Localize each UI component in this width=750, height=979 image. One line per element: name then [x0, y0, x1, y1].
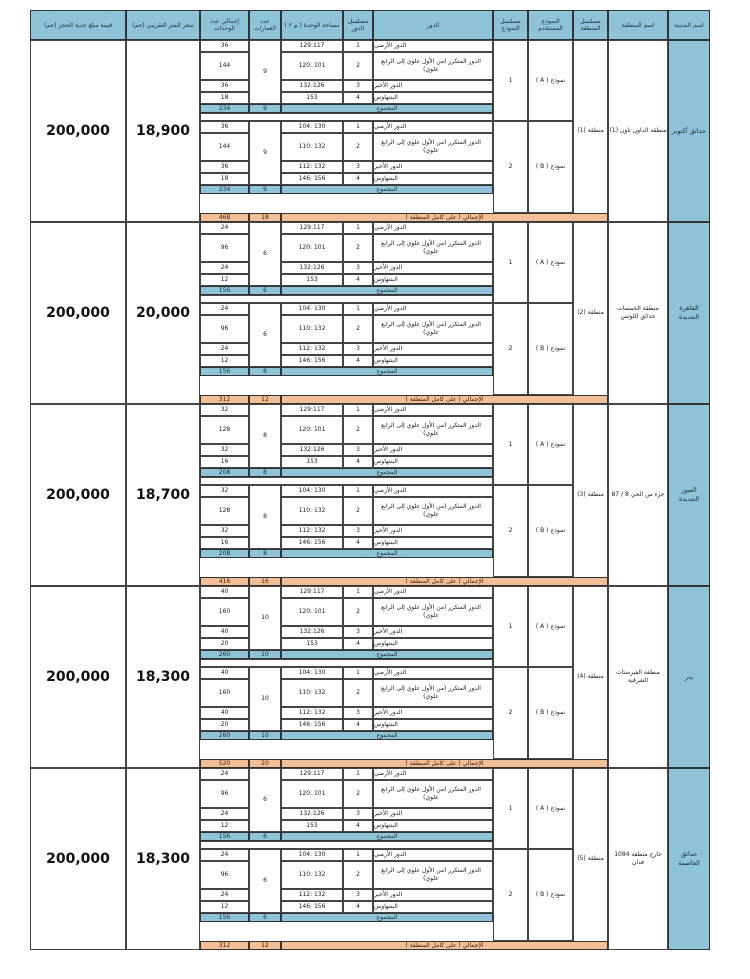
- floor-name: الدور المتكرر (من الأول علوي إلى الرابع علوي): [373, 315, 493, 343]
- subtotal-label: المجموع: [281, 549, 493, 558]
- floor-seq: 4: [343, 820, 373, 832]
- floor-area: 101 :120: [281, 780, 343, 808]
- model-name: نموذج ( A ): [528, 222, 573, 303]
- floor-name: الدور الأرضي: [373, 404, 493, 416]
- floor-units: 144: [200, 133, 249, 161]
- model-gap: [200, 659, 493, 667]
- floor-seq: 4: [343, 355, 373, 367]
- floor-seq: 2: [343, 133, 373, 161]
- floor-name: البنتهاوس: [373, 638, 493, 650]
- subtotal-units: 156: [200, 913, 249, 922]
- floor-area: 156 :146: [281, 355, 343, 367]
- subtotal-label: المجموع: [281, 650, 493, 659]
- floor-seq: 1: [343, 485, 373, 497]
- floor-units: 24: [200, 303, 249, 315]
- header-model-used: النموذج المستخدم: [528, 10, 573, 40]
- floor-area: 132:126: [281, 262, 343, 274]
- deposit-amount: 200,000: [30, 586, 126, 768]
- floor-seq: 3: [343, 161, 373, 173]
- model-buildings: 6: [249, 849, 281, 913]
- model-buildings: 10: [249, 586, 281, 650]
- floor-units: 96: [200, 315, 249, 343]
- header-floor: الدور: [373, 10, 493, 40]
- subtotal-buildings: 6: [249, 913, 281, 922]
- region-total-buildings: 20: [249, 759, 281, 768]
- floor-units: 40: [200, 707, 249, 719]
- floor-units: 40: [200, 667, 249, 679]
- floor-name: الدور الأخير: [373, 626, 493, 638]
- floor-seq: 3: [343, 889, 373, 901]
- floor-name: الدور الأرضي: [373, 768, 493, 780]
- floor-area: 129:117: [281, 586, 343, 598]
- floor-name: الدور الأخير: [373, 444, 493, 456]
- floor-units: 32: [200, 404, 249, 416]
- floor-area: 156 :146: [281, 173, 343, 185]
- floor-area: 129:117: [281, 222, 343, 234]
- floor-name: الدور الأخير: [373, 889, 493, 901]
- floor-units: 96: [200, 234, 249, 262]
- model-buildings: 6: [249, 222, 281, 286]
- floor-area: 132 :110: [281, 679, 343, 707]
- floor-units: 32: [200, 485, 249, 497]
- region-total-buildings: 18: [249, 213, 281, 222]
- model-seq: 1: [493, 40, 528, 121]
- model-name: نموذج ( A ): [528, 404, 573, 485]
- floor-name: البنتهاوس: [373, 355, 493, 367]
- floor-seq: 4: [343, 901, 373, 913]
- floor-name: الدور الأخير: [373, 262, 493, 274]
- subtotal-buildings: 6: [249, 832, 281, 841]
- city-name: حدائق أكتوبر: [668, 40, 710, 222]
- model-name: نموذج ( A ): [528, 40, 573, 121]
- floor-name: الدور الأرضي: [373, 222, 493, 234]
- subtotal-units: 156: [200, 832, 249, 841]
- floor-name: البنتهاوس: [373, 274, 493, 286]
- floor-units: 18: [200, 173, 249, 185]
- floor-area: 101 :120: [281, 52, 343, 80]
- region-seq: منطقة (1): [573, 40, 608, 222]
- floor-name: الدور المتكرر (من الأول علوي إلى الرابع علوي): [373, 497, 493, 525]
- floor-name: الدور الأخير: [373, 707, 493, 719]
- floor-seq: 3: [343, 444, 373, 456]
- floor-area: 132 :112: [281, 161, 343, 173]
- floor-area: 156 :146: [281, 537, 343, 549]
- model-seq: 2: [493, 667, 528, 759]
- floor-area: 129:117: [281, 40, 343, 52]
- floor-area: 130 :104: [281, 667, 343, 679]
- floor-name: البنتهاوس: [373, 901, 493, 913]
- floor-area: 153: [281, 92, 343, 104]
- floor-seq: 3: [343, 343, 373, 355]
- floor-units: 144: [200, 52, 249, 80]
- region-total-label: الإجمالي ( على كامل المنطقة ): [281, 941, 608, 950]
- model-buildings: 8: [249, 485, 281, 549]
- floor-name: الدور المتكرر (من الأول علوي إلى الرابع علوي): [373, 861, 493, 889]
- floor-name: الدور الأخير: [373, 161, 493, 173]
- floor-units: 32: [200, 525, 249, 537]
- subtotal-label: المجموع: [281, 367, 493, 376]
- floor-name: الدور المتكرر (من الأول علوي إلى الرابع علوي): [373, 52, 493, 80]
- region-seq: منطقة (4): [573, 586, 608, 768]
- deposit-amount: 200,000: [30, 768, 126, 950]
- meter-price: 18,700: [126, 404, 200, 586]
- floor-name: الدور الأرضي: [373, 121, 493, 133]
- floor-area: 129:117: [281, 768, 343, 780]
- booking-table: [30, 10, 710, 950]
- subtotal-label: المجموع: [281, 913, 493, 922]
- floor-units: 96: [200, 780, 249, 808]
- city-name: حدائق العاصمة: [668, 768, 710, 950]
- floor-name: الدور الأرضي: [373, 303, 493, 315]
- model-name: نموذج ( A ): [528, 768, 573, 849]
- subtotal-buildings: 9: [249, 104, 281, 113]
- floor-seq: 3: [343, 808, 373, 820]
- region-name: منطقة الداون تاون (1): [608, 40, 668, 222]
- city-name: بدر: [668, 586, 710, 768]
- region-total-label: الإجمالي ( على كامل المنطقة ): [281, 213, 608, 222]
- floor-area: 132 :112: [281, 707, 343, 719]
- floor-units: 12: [200, 820, 249, 832]
- floor-area: 132 :110: [281, 861, 343, 889]
- header-units-count: إجمالي عدد الوحدات: [200, 10, 249, 40]
- region-name: منطقة الخمسات حدائق اللوتس: [608, 222, 668, 404]
- floor-seq: 2: [343, 234, 373, 262]
- floor-seq: 4: [343, 638, 373, 650]
- header-buildings-count: عدد العمارات: [249, 10, 281, 40]
- floor-area: 156 :146: [281, 719, 343, 731]
- floor-units: 128: [200, 416, 249, 444]
- region-total-units: 312: [200, 395, 249, 404]
- model-buildings: 10: [249, 667, 281, 731]
- floor-seq: 4: [343, 719, 373, 731]
- floor-name: الدور الأرضي: [373, 485, 493, 497]
- floor-name: الدور الأرضي: [373, 667, 493, 679]
- floor-area: 153: [281, 820, 343, 832]
- floor-units: 12: [200, 901, 249, 913]
- floor-area: 132 :112: [281, 889, 343, 901]
- floor-area: 101 :120: [281, 416, 343, 444]
- model-name: نموذج ( B ): [528, 485, 573, 577]
- floor-units: 40: [200, 626, 249, 638]
- model-seq: 1: [493, 586, 528, 667]
- floor-name: البنتهاوس: [373, 719, 493, 731]
- floor-units: 18: [200, 92, 249, 104]
- model-gap: [200, 113, 493, 121]
- floor-units: 32: [200, 444, 249, 456]
- floor-area: 129:117: [281, 404, 343, 416]
- floor-units: 24: [200, 262, 249, 274]
- region-total-buildings: 16: [249, 577, 281, 586]
- floor-name: الدور المتكرر (من الأول علوي إلى الرابع علوي): [373, 679, 493, 707]
- region-name: منطقة الفيرستات الشرقية: [608, 586, 668, 768]
- city-name: القاهرة الجديدة: [668, 222, 710, 404]
- floor-seq: 2: [343, 598, 373, 626]
- floor-units: 24: [200, 768, 249, 780]
- subtotal-label: المجموع: [281, 832, 493, 841]
- region-total-buildings: 12: [249, 395, 281, 404]
- floor-area: 153: [281, 274, 343, 286]
- subtotal-buildings: 10: [249, 731, 281, 740]
- floor-seq: 1: [343, 404, 373, 416]
- model-name: نموذج ( B ): [528, 121, 573, 213]
- header-region-seq: مسلسل المنطقة: [573, 10, 608, 40]
- header-floor-seq: مسلسل الدور: [343, 10, 373, 40]
- floor-seq: 3: [343, 525, 373, 537]
- model-gap: [200, 295, 493, 303]
- model-name: نموذج ( B ): [528, 667, 573, 759]
- model-name: نموذج ( A ): [528, 586, 573, 667]
- subtotal-buildings: 8: [249, 549, 281, 558]
- floor-units: 36: [200, 40, 249, 52]
- floor-name: الدور المتكرر (من الأول علوي إلى الرابع علوي): [373, 416, 493, 444]
- floor-area: 101 :120: [281, 598, 343, 626]
- floor-units: 24: [200, 889, 249, 901]
- region-seq: منطقة (2): [573, 222, 608, 404]
- floor-area: 130 :104: [281, 121, 343, 133]
- subtotal-buildings: 9: [249, 185, 281, 194]
- floor-units: 20: [200, 638, 249, 650]
- floor-name: الدور المتكرر (من الأول علوي إلى الرابع علوي): [373, 133, 493, 161]
- subtotal-units: 156: [200, 367, 249, 376]
- floor-units: 24: [200, 849, 249, 861]
- floor-name: الدور الأرضي: [373, 586, 493, 598]
- model-seq: 1: [493, 768, 528, 849]
- floor-area: 132 :110: [281, 315, 343, 343]
- subtotal-units: 208: [200, 549, 249, 558]
- floor-units: 12: [200, 355, 249, 367]
- floor-name: الدور المتكرر (من الأول علوي إلى الرابع علوي): [373, 598, 493, 626]
- floor-name: البنتهاوس: [373, 92, 493, 104]
- subtotal-units: 208: [200, 468, 249, 477]
- floor-name: الدور الأخير: [373, 525, 493, 537]
- subtotal-label: المجموع: [281, 185, 493, 194]
- header-region: اسم المنطقة: [608, 10, 668, 40]
- floor-area: 132:126: [281, 626, 343, 638]
- region-total-label: الإجمالي ( على كامل المنطقة ): [281, 577, 608, 586]
- floor-units: 24: [200, 222, 249, 234]
- subtotal-units: 234: [200, 104, 249, 113]
- deposit-amount: 200,000: [30, 404, 126, 586]
- floor-units: 12: [200, 274, 249, 286]
- floor-seq: 4: [343, 456, 373, 468]
- subtotal-label: المجموع: [281, 468, 493, 477]
- floor-name: الدور الأرضي: [373, 40, 493, 52]
- model-gap: [200, 477, 493, 485]
- floor-seq: 1: [343, 768, 373, 780]
- floor-area: 132:126: [281, 808, 343, 820]
- floor-units: 36: [200, 121, 249, 133]
- region-total-label: الإجمالي ( على كامل المنطقة ): [281, 759, 608, 768]
- floor-area: 153: [281, 638, 343, 650]
- floor-area: 130 :104: [281, 849, 343, 861]
- subtotal-units: 156: [200, 286, 249, 295]
- floor-seq: 3: [343, 262, 373, 274]
- floor-area: 132 :110: [281, 133, 343, 161]
- city-name: العبور الجديدة: [668, 404, 710, 586]
- subtotal-label: المجموع: [281, 104, 493, 113]
- floor-area: 132 :112: [281, 343, 343, 355]
- subtotal-buildings: 10: [249, 650, 281, 659]
- model-name: نموذج ( B ): [528, 849, 573, 941]
- model-gap: [200, 841, 493, 849]
- meter-price: 18,300: [126, 586, 200, 768]
- floor-units: 36: [200, 161, 249, 173]
- region-total-units: 416: [200, 577, 249, 586]
- subtotal-units: 260: [200, 650, 249, 659]
- floor-seq: 4: [343, 537, 373, 549]
- floor-seq: 1: [343, 40, 373, 52]
- floor-name: الدور المتكرر (من الأول علوي إلى الرابع علوي): [373, 780, 493, 808]
- floor-seq: 2: [343, 52, 373, 80]
- floor-units: 160: [200, 598, 249, 626]
- subtotal-units: 234: [200, 185, 249, 194]
- floor-seq: 1: [343, 121, 373, 133]
- floor-name: الدور المتكرر (من الأول علوي إلى الرابع علوي): [373, 234, 493, 262]
- floor-name: الدور الأرضي: [373, 849, 493, 861]
- floor-seq: 4: [343, 92, 373, 104]
- deposit-amount: 200,000: [30, 222, 126, 404]
- deposit-amount: 200,000: [30, 40, 126, 222]
- floor-seq: 2: [343, 497, 373, 525]
- model-seq: 2: [493, 303, 528, 395]
- floor-seq: 3: [343, 80, 373, 92]
- floor-area: 156 :146: [281, 901, 343, 913]
- floor-name: البنتهاوس: [373, 820, 493, 832]
- floor-units: 16: [200, 537, 249, 549]
- floor-units: 160: [200, 679, 249, 707]
- floor-units: 24: [200, 343, 249, 355]
- region-seq: منطقة (3): [573, 404, 608, 586]
- floor-area: 132 :110: [281, 497, 343, 525]
- header-city: اسم المدينة: [668, 10, 710, 40]
- floor-units: 20: [200, 719, 249, 731]
- subtotal-label: المجموع: [281, 286, 493, 295]
- floor-seq: 2: [343, 861, 373, 889]
- floor-seq: 3: [343, 626, 373, 638]
- region-total-buildings: 12: [249, 941, 281, 950]
- floor-name: الدور الأخير: [373, 80, 493, 92]
- floor-name: الدور الأخير: [373, 808, 493, 820]
- floor-name: الدور الأخير: [373, 343, 493, 355]
- floor-units: 96: [200, 861, 249, 889]
- floor-name: البنتهاوس: [373, 537, 493, 549]
- model-buildings: 6: [249, 303, 281, 367]
- model-seq: 1: [493, 222, 528, 303]
- meter-price: 18,300: [126, 768, 200, 950]
- floor-units: 40: [200, 586, 249, 598]
- region-name: جزء من الحي 8 / 87: [608, 404, 668, 586]
- floor-seq: 1: [343, 303, 373, 315]
- floor-seq: 1: [343, 667, 373, 679]
- floor-area: 130 :104: [281, 485, 343, 497]
- floor-area: 132:126: [281, 444, 343, 456]
- floor-name: البنتهاوس: [373, 456, 493, 468]
- subtotal-buildings: 8: [249, 468, 281, 477]
- model-buildings: 8: [249, 404, 281, 468]
- floor-seq: 2: [343, 416, 373, 444]
- floor-seq: 4: [343, 173, 373, 185]
- model-buildings: 9: [249, 121, 281, 185]
- model-buildings: 6: [249, 768, 281, 832]
- model-buildings: 9: [249, 40, 281, 104]
- model-seq: 2: [493, 121, 528, 213]
- floor-area: 132 :112: [281, 525, 343, 537]
- floor-seq: 4: [343, 274, 373, 286]
- subtotal-units: 260: [200, 731, 249, 740]
- region-total-label: الإجمالي ( على كامل المنطقة ): [281, 395, 608, 404]
- model-seq: 1: [493, 404, 528, 485]
- floor-seq: 2: [343, 315, 373, 343]
- floor-area: 130 :104: [281, 303, 343, 315]
- subtotal-buildings: 6: [249, 367, 281, 376]
- model-seq: 2: [493, 849, 528, 941]
- model-name: نموذج ( B ): [528, 303, 573, 395]
- floor-seq: 1: [343, 586, 373, 598]
- header-deposit: قيمة مبلغ جدية الحجز (جم): [30, 10, 126, 40]
- region-total-units: 312: [200, 941, 249, 950]
- meter-price: 20,000: [126, 222, 200, 404]
- floor-units: 16: [200, 456, 249, 468]
- header-model-seq: مسلسل النموذج: [493, 10, 528, 40]
- floor-units: 24: [200, 808, 249, 820]
- floor-seq: 1: [343, 222, 373, 234]
- region-total-units: 468: [200, 213, 249, 222]
- floor-seq: 2: [343, 679, 373, 707]
- floor-area: 101 :120: [281, 234, 343, 262]
- header-meter-price: سعر المتر التقريبي (جم): [126, 10, 200, 40]
- floor-seq: 1: [343, 849, 373, 861]
- subtotal-label: المجموع: [281, 731, 493, 740]
- region-total-units: 520: [200, 759, 249, 768]
- floor-area: 153: [281, 456, 343, 468]
- floor-name: البنتهاوس: [373, 173, 493, 185]
- floor-seq: 2: [343, 780, 373, 808]
- region-name: خارج منطقة 1084 فدان: [608, 768, 668, 950]
- floor-area: 132:126: [281, 80, 343, 92]
- floor-units: 128: [200, 497, 249, 525]
- subtotal-buildings: 6: [249, 286, 281, 295]
- meter-price: 18,900: [126, 40, 200, 222]
- floor-units: 36: [200, 80, 249, 92]
- region-seq: منطقة (5): [573, 768, 608, 950]
- model-seq: 2: [493, 485, 528, 577]
- floor-seq: 3: [343, 707, 373, 719]
- header-unit-area: مساحة الوحدة ( م ٢ ): [281, 10, 343, 40]
